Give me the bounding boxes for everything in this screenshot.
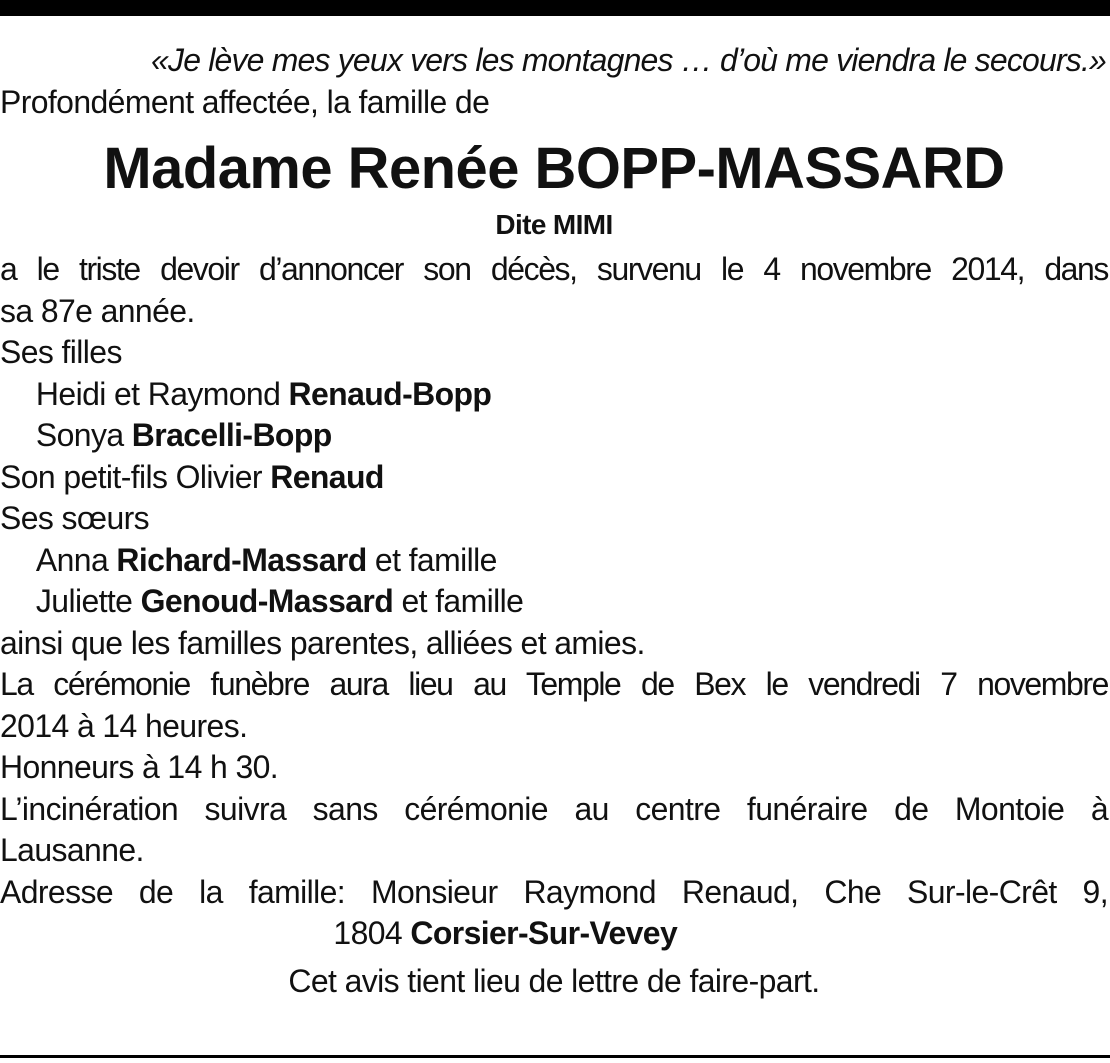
address-line-1: Adresse de la famille: Monsieur Raymond Renaud, Che Sur-le-Crêt 9, — [0, 873, 1109, 910]
ceremony-line-2: 2014 à 14 heures. — [0, 707, 248, 744]
closing-text: Cet avis tient lieu de lettre de faire-part. — [288, 962, 820, 999]
relatives-text: ainsi que les familles parentes, alliées et amies. — [0, 624, 645, 661]
announcement-line-1: a le triste devoir d’annoncer son décès, survenu le 4 novembre 2014, dans — [0, 251, 1109, 287]
cremation-line-1: L’incinération suivra sans cérémonie au centre funéraire de Montoie à — [0, 790, 1109, 827]
obituary-notice — [0, 40, 1110, 1002]
sister-1-family-name: Richard-Massard — [116, 541, 367, 578]
daughter-entry-1 — [0, 374, 1108, 416]
sister-2-suffix: et famille — [393, 583, 524, 619]
top-rule — [0, 0, 1110, 16]
daughter-1-given-names: Heidi et Raymond — [35, 375, 289, 412]
sister-1-given-name: Anna — [35, 541, 117, 578]
honours-text: Honneurs à 14 h 30. — [0, 749, 279, 785]
address-city: Corsier-Sur-Vevey — [410, 915, 678, 951]
ceremony-line-1: La cérémonie funèbre aura lieu au Temple de Bex le vendredi 7 novembre — [0, 666, 1109, 702]
sisters-heading: Ses sœurs — [0, 500, 150, 536]
address-line-2 — [0, 913, 1108, 955]
nickname: Dite MIMI — [495, 209, 613, 240]
epigraph: «Je lève mes yeux vers les montagnes … d’où me viendra le secours.» — [151, 42, 1107, 78]
address-postcode: 1804 — [333, 915, 411, 951]
sister-entry-1 — [0, 540, 1108, 582]
sister-2-given-name: Juliette — [35, 583, 141, 619]
bottom-rule — [0, 1055, 1110, 1058]
daughter-1-family-name: Renaud-Bopp — [288, 375, 492, 412]
grandson-given-name: Son petit-fils Olivier — [0, 458, 271, 495]
sister-entry-2 — [0, 581, 1108, 623]
sister-2-family-name: Genoud-Massard — [140, 583, 394, 619]
daughters-heading: Ses filles — [0, 334, 122, 370]
grandson-family-name: Renaud — [270, 458, 384, 495]
announcement-line-2: sa 87e année. — [0, 292, 195, 329]
daughter-2-family-name: Bracelli-Bopp — [131, 417, 332, 453]
daughter-entry-2 — [0, 415, 1108, 457]
cremation-line-2: Lausanne. — [0, 832, 144, 868]
sister-1-suffix: et famille — [366, 541, 497, 578]
daughter-2-given-name: Sonya — [35, 417, 132, 453]
grandson-entry — [0, 457, 1108, 499]
intro-text: Profondément affectée, la famille de — [0, 83, 490, 120]
deceased-name: Madame Renée BOPP-MASSARD — [103, 136, 1005, 201]
